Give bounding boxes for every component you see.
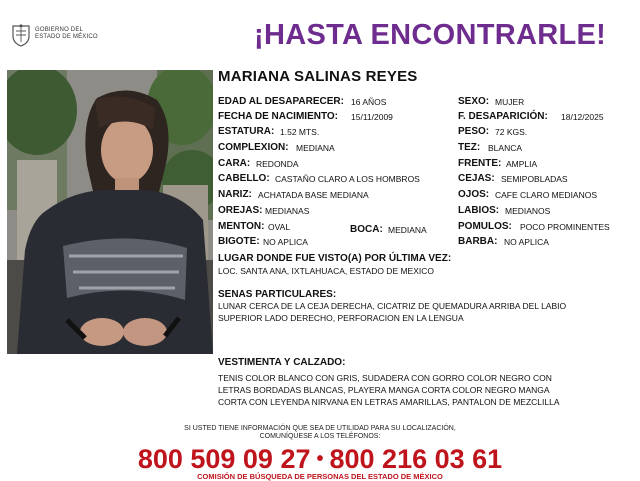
clothing-heading: VESTIMENTA Y CALZADO: [218,357,346,368]
field-labios-value: MEDIANOS [505,206,551,216]
banner-title: ¡HASTA ENCONTRARLE! [254,19,607,51]
field-pomulos-label: POMULOS: [458,221,512,232]
field-pomulos-value: POCO PROMINENTES [520,222,610,232]
last-seen-heading: LUGAR DONDE FUE VISTO(A) POR ÚLTIMA VEZ: [218,253,452,264]
commission-name: COMISIÓN DE BÚSQUEDA DE PERSONAS DEL ESTADO DE MÉXICO [197,472,443,481]
field-ojos-label: OJOS: [458,189,490,200]
field-nacimiento [218,111,393,123]
field-sexo-label: SEXO: [458,96,490,107]
field-menton-value: OVAL [268,222,291,232]
field-ojos-value: CAFE CLARO MEDIANOS [495,190,598,200]
field-boca [350,224,427,236]
field-peso-label: PESO: [458,126,490,137]
contact-instructions [0,425,640,441]
field-barba-value: NO APLICA [504,237,549,247]
field-nacimiento-label: FECHA DE NACIMIENTO: [218,111,338,122]
phone-numbers [0,444,640,474]
field-boca-value: MEDIANA [388,225,427,235]
field-labios-label: LABIOS: [458,205,500,216]
photo-illustration [7,70,213,354]
field-cara-value: REDONDA [256,159,299,169]
field-estatura-label: ESTATURA: [218,126,275,137]
state-crest-icon [10,23,32,47]
field-tez-label: TEZ: [458,142,481,153]
field-bigote [218,236,308,248]
field-complexion-value: MEDIANA [296,143,335,153]
field-boca-label: BOCA: [350,224,383,235]
field-cabello-value: CASTAÑO CLARO A LOS HOMBROS [275,174,420,184]
field-peso-value: 72 KGS. [495,127,528,137]
field-menton [218,221,291,233]
field-edad [218,96,387,108]
field-nariz-label: NARIZ: [218,189,252,200]
field-sexo-value: MUJER [495,97,525,107]
field-orejas-label: OREJAS: [218,205,263,216]
field-frente-value: AMPLIA [506,159,538,169]
field-nariz [218,189,369,201]
logo-line-2: ESTADO DE MÉXICO [35,34,98,40]
field-nariz-value: ACHATADA BASE MEDIANA [258,190,369,200]
field-complexion [218,142,335,154]
field-frente-label: FRENTE: [458,158,502,169]
field-cejas-value: SEMIPOBLADAS [501,174,568,184]
field-tez-value: BLANCA [488,143,523,153]
field-peso [458,126,528,138]
field-nacimiento-value: 15/11/2009 [351,112,393,122]
field-orejas-value: MEDIANAS [265,206,310,216]
marks-line-1: LUNAR CERCA DE LA CEJA DERECHA, CICATRIZ DE QUEMADURA ARRIBA DEL LABIO [218,301,567,311]
field-cejas-label: CEJAS: [458,173,495,184]
field-menton-label: MENTON: [218,221,265,232]
clothing-line-2: LETRAS BORDADAS BLANCAS, PLAYERA MANGA CORTA COLOR NEGRO MANGA [218,385,550,395]
field-bigote-value: NO APLICA [263,237,308,247]
field-barba [458,236,549,248]
field-estatura-value: 1.52 MTS. [280,127,320,137]
clothing-line-1: TENIS COLOR BLANCO CON GRIS, SUDADERA CON GORRO COLOR NEGRO CON [218,373,552,383]
field-complexion-label: COMPLEXION: [218,142,289,153]
clothing-line-3: CORTA CON LEYENDA NIRVANA EN LETRAS AMARILLAS, PANTALON DE MEZCLILLA [218,397,560,407]
person-name: MARIANA SALINAS REYES [218,68,418,85]
phone-1[interactable]: 800 509 09 27 [137,444,311,474]
field-tez [458,142,523,154]
field-orejas [218,205,310,217]
field-desaparicion-label: F. DESAPARICIÓN: [458,111,548,122]
field-cara-label: CARA: [218,158,251,169]
field-cejas [458,173,568,185]
field-bigote-label: BIGOTE: [218,236,260,247]
contact-line-1: SI USTED TIENE INFORMACIÓN QUE SEA DE UTILIDAD PARA SU LOCALIZACIÓN, [184,425,456,432]
phone-separator: • [316,448,324,470]
field-frente [458,158,538,170]
field-cabello-label: CABELLO: [218,173,270,184]
field-desaparicion-value: 18/12/2025 [561,112,604,122]
field-edad-value: 16 AÑOS [351,97,387,107]
marks-line-2: SUPERIOR LADO DERECHO, PERFORACION EN LA LENGUA [218,313,464,323]
field-estatura [218,126,320,138]
field-sexo [458,96,525,108]
state-logo [10,23,128,47]
field-pomulos [458,221,610,233]
marks-heading: SENAS PARTICULARES: [218,289,337,300]
missing-person-photo [7,70,213,354]
field-cabello [218,173,420,185]
contact-line-2: COMUNÍQUESE A LOS TELÉFONOS: [259,433,381,440]
field-edad-label: EDAD AL DESAPARECER: [218,96,344,107]
field-cara [218,158,299,170]
field-desaparicion [458,111,604,123]
phone-2[interactable]: 800 216 03 61 [329,444,503,474]
last-seen-text: LOC. SANTA ANA, IXTLAHUACA, ESTADO DE MEXICO [218,266,435,276]
field-labios [458,205,551,217]
field-ojos [458,189,598,201]
logo-line-1: GOBIERNO DEL [35,27,84,33]
field-barba-label: BARBA: [458,236,498,247]
